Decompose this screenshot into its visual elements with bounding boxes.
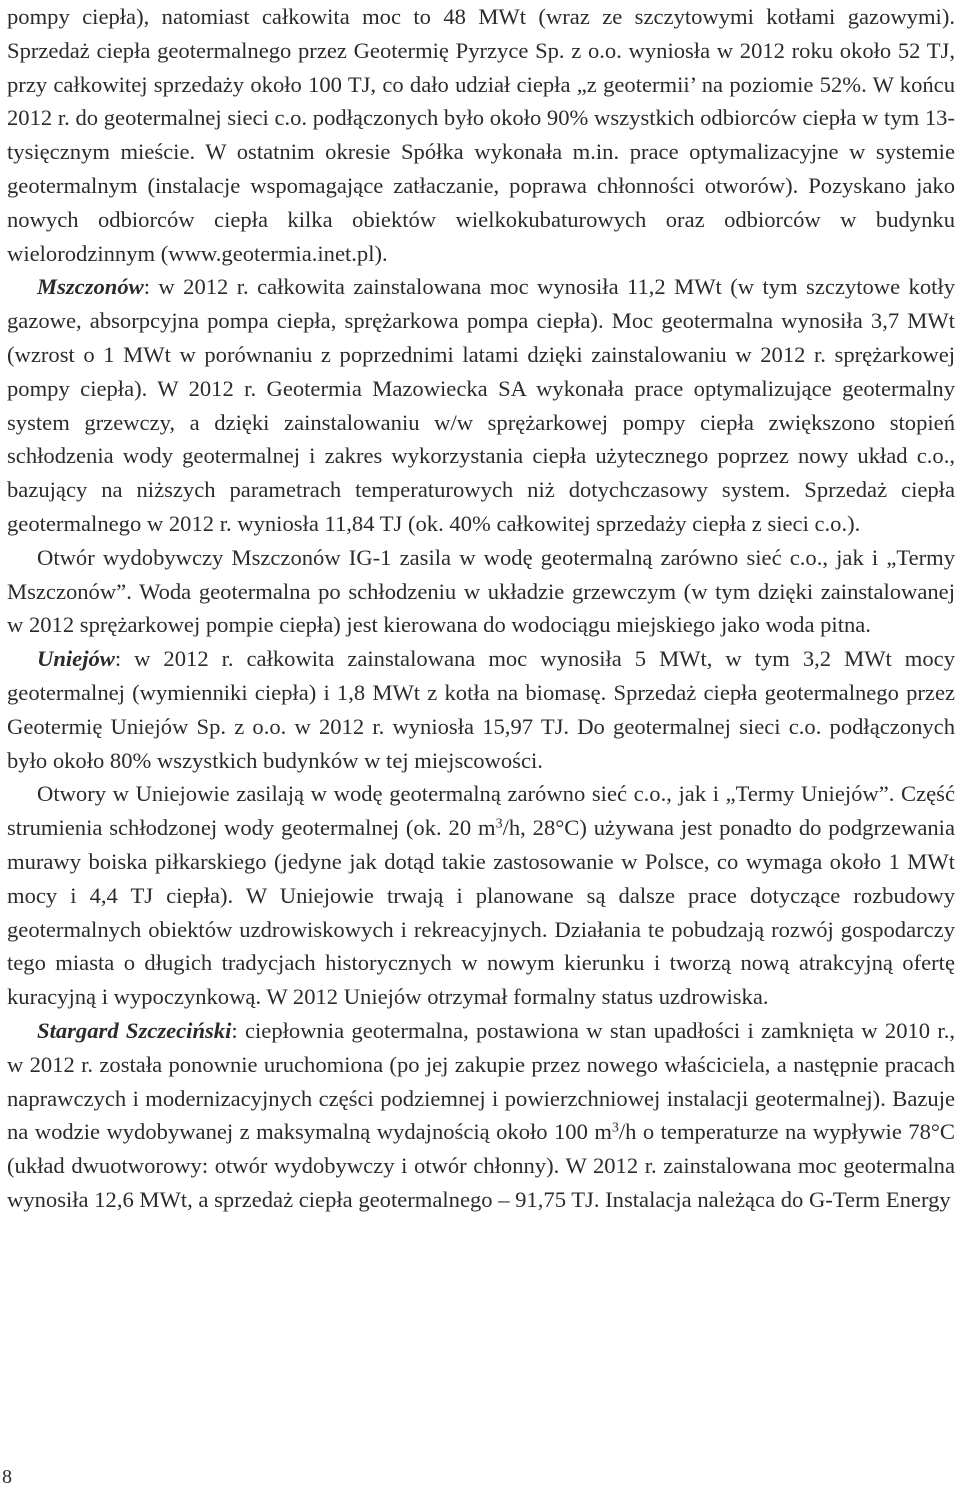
- paragraph-mszczonow-well: [7, 541, 955, 642]
- superscript: 3: [611, 1120, 619, 1136]
- paragraph-text: : ciepłownia geotermalna, postawiona w stan upadłości i zamknięta w 2010 r., w 2012 r. została ponownie uruchomiona (po jej zakupie przez nowego właściciela, a następnie pracach naprawczych i modernizacyjnych części podziemnej i powierzchniowej instalacji geotermalnej). Bazuje na wodzie wydobywanej z maksymalną wydajnością około 100 m: [7, 1017, 955, 1145]
- page-number: 8: [2, 1466, 12, 1488]
- place-heading-stargard: Stargard Szczeciński: [37, 1017, 232, 1043]
- place-heading-uniejow: Uniejów: [37, 646, 115, 672]
- paragraph-text: /h o temperaturze na wypływie 78°C (układ dwuotworowy: otwór wydobywczy i otwór chłonny). W 2012 r. zainstalowana moc geotermalna wynosiła 12,6 MWt, a sprzedaż ciepła geotermalnego – 91,75 TJ. Instalacja należąca do G-Term Energy: [7, 1119, 956, 1212]
- paragraph-text: : w 2012 r. całkowita zainstalowana moc wynosiła 5 MWt, w tym 3,2 MWt mocy geotermalnej (wymienniki ciepła) i 1,8 MWt z kotła na biomasę. Sprzedaż ciepła geotermalnego przez Geotermię Uniejów Sp. z o.o. w 2012 r. wyniosła 15,97 TJ. Do geotermalnej sieci c.o. podłączonych było około 80% wszystkich budynków w tej miejscowości.: [7, 646, 955, 773]
- paragraph-text: Otwór wydobywczy Mszczonów IG-1 zasila w wodę geotermalną zarówno sieć c.o., jak i „Termy Mszczonów”. Woda geotermalna po schłodzeniu w układzie grzewczym (w tym dzięki zainstalowanej w 2012 sprężarkowej pompie ciepła) jest kierowana do wodociągu miejskiego jako woda pitna.: [7, 544, 955, 638]
- superscript: 3: [495, 816, 503, 832]
- paragraph-text: /h, 28°C) używana jest ponadto do podgrzewania murawy boiska piłkarskiego (jedyne jak dotąd takie zastosowanie w Polsce, co wymaga około 1 MWt mocy i 4,4 TJ ciepła). W Uniejowie trwają i planowane są dalsze prace dotyczące rozbudowy geotermalnych obiektów uzdrowiskowych i rekreacyjnych. Działania te pobudzają rozwój gospodarczy tego miasta o długich tradycjach historycznych w nowym kierunku i tworzą nową atrakcyjną ofertę kuracyjną i wypoczynkową. W 2012 Uniejów otrzymał formalny status uzdrowiska.: [7, 815, 955, 1010]
- paragraph-text: pompy ciepła), natomiast całkowita moc to 48 MWt (wraz ze szczytowymi kotłami gazowymi). Sprzedaż ciepła geotermalnego przez Geotermię Pyrzyce Sp. z o.o. wyniosła w 2012 roku około 52 TJ, przy całkowitej sprzedaży około 100 TJ, co dało udział ciepła „z geotermii’ na poziomie 52%. W końcu 2012 r. do geotermalnej sieci c.o. podłączonych było około 90% wszystkich odbiorców ciepła w tym 13-tysięcznym mieście. W ostatnim okresie Spółka wykonała m.in. prace optymalizacyjne w systemie geotermalnym (instalacje wspomagające zatłaczanie, poprawa chłonności otworów). Pozyskano jako nowych odbiorców ciepła kilka obiektów wielkokubaturowych oraz odbiorców w budynku wielorodzinnym: [7, 4, 955, 266]
- paragraph-text: : w 2012 r. całkowita zainstalowana moc wynosiła 11,2 MWt (w tym szczytowe kotły gazowe, absorpcyjna pompa ciepła, sprężarkowa pompa ciepła). Moc geotermalna wynosiła 3,7 MWt (wzrost o 1 MWt w porównaniu z poprzednimi latami dzięki zainstalowaniu w 2012 r. sprężarkowej pompy ciepła). W 2012 r. Geotermia Mazowiecka SA wykonała prace optymalizujące geotermalny system grzewczy, a dzięki zainstalowaniu w/w sprężarkowej pompy ciepła zwiększono stopień schłodzenia wody geotermalnej i zakres wykorzystania ciepła użytecznego poprzez nowy układ c.o., bazujący na niższych parametrach temperaturowych niż dotychczasowy system. Sprzedaż ciepła geotermalnego w 2012 r. wyniosła 11,84 TJ (ok. 40% całkowitej sprzedaży ciepła z sieci c.o.).: [7, 274, 955, 536]
- paragraph-uniejow-wells: [7, 777, 955, 1014]
- document-page: [7, 0, 955, 1217]
- paragraph-stargard: [7, 1014, 955, 1217]
- paragraph-mszczonow: [7, 270, 955, 540]
- paragraph-pyrzyce: [7, 0, 955, 270]
- paragraph-uniejow: [7, 642, 955, 777]
- paragraph-text: Otwory w Uniejowie zasilają w wodę geotermalną zarówno sieć c.o., jak i „Termy Uniejów”. Część strumienia schłodzonej wody geotermalnej (ok. 20 m: [7, 781, 955, 841]
- place-heading-mszczonow: Mszczonów: [37, 274, 144, 300]
- website-link[interactable]: (www.geotermia.inet.pl).: [160, 240, 388, 266]
